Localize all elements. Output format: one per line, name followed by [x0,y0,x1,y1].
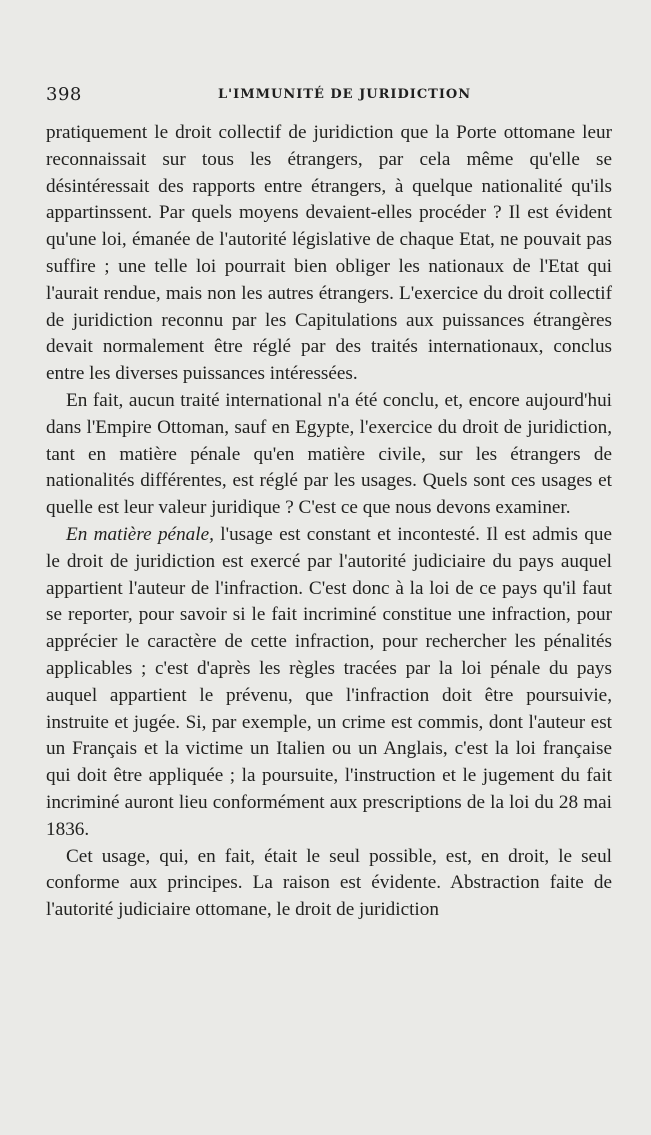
running-title: L'IMMUNITÉ DE JURIDICTION [218,87,472,102]
paragraph-3-text: l'usage est constant et incontesté. Il est admis que le droit de juridiction est exercé par l'autorité judiciaire du pays auquel appartient l'auteur de l'infraction. C'est donc à la loi de ce pays qu'il faut se reporter, pour savoir si le fait incriminé constitue une infraction, pour apprécier le caractère de cette infraction, pour rechercher les pénalités applicables ; c'est d'après les règles tracées par la loi pénale du pays auquel appartient le prévenu, que l'infraction doit être poursuivie, instruite et jugée. Si, par exemple, un crime est commis, dont l'auteur est un Français et la victime un Italien ou un Anglais, c'est la loi française qui doit être appliquée ; la poursuite, l'instruction et le jugement du fait incriminé auront lieu conformément aux prescriptions de la loi du 28 mai 1836. [46,523,612,840]
paragraph-3 [46,522,612,844]
paragraph-1-text: pratiquement le droit collectif de juridiction que la Porte ottomane leur reconnaissait sur tous les étrangers, par cela même qu'elle se désintéressait des rapports entre étrangers, à quelque nationalité qu'ils appartinssent. Par quels moyens devaient-elles procéder ? Il est évident qu'une loi, émanée de l'autorité législative de chaque Etat, ne pouvait pas suffire ; une telle loi pourrait bien obliger les nationaux de l'Etat qui l'aurait rendue, mais non les autres étrangers. L'exercice du droit collectif de juridiction reconnu par les Capitulations aux puissances étrangères devait normalement être réglé par des traités internationaux, conclus entre les diverses puissances intéressées. [46,122,612,385]
paragraph-2-text: En fait, aucun traité international n'a été conclu, et, encore aujourd'hui dans l'Empire Ottoman, sauf en Egypte, l'exercice du droit de juridiction, tant en matière pénale qu'en matière civile, sur les étrangers de nationalités différentes, est réglé par les usages. Quels sont ces usages et quelle est leur valeur juridique ? C'est ce que nous devons examiner. [46,389,612,519]
paragraph-2 [46,388,612,522]
paragraph-3-italic-lead: En matière pénale, [66,523,214,545]
page-number: 398 [46,84,82,105]
paragraph-1 [46,120,612,388]
paragraph-4 [46,844,612,924]
body-text [46,120,612,924]
paragraph-4-text: Cet usage, qui, en fait, était le seul possible, est, en droit, le seul conforme aux principes. La raison est évidente. Abstraction faite de l'autorité judiciaire ottomane, le droit de juridiction [46,845,612,921]
page-header [46,84,612,108]
